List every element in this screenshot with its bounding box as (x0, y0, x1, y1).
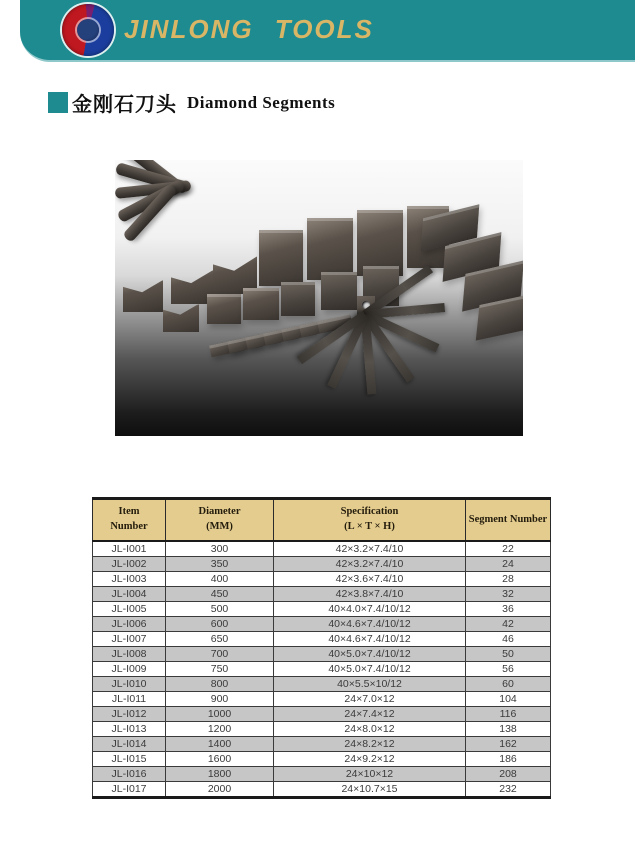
segment_number-cell: 32 (466, 587, 551, 602)
segment_number-cell: 36 (466, 602, 551, 617)
table-row (93, 572, 551, 587)
diameter_mm-cell: 400 (166, 572, 274, 587)
segment_number-cell: 232 (466, 782, 551, 798)
item_number-cell: JL-I015 (93, 752, 166, 767)
column-header-specification: Specification (L × T × H) (274, 499, 466, 542)
specification-cell: 42×3.2×7.4/10 (274, 557, 466, 572)
table-row (93, 557, 551, 572)
item_number-cell: JL-I009 (93, 662, 166, 677)
diameter_mm-cell: 1800 (166, 767, 274, 782)
table-row (93, 692, 551, 707)
segment-block (259, 230, 303, 286)
item_number-cell: JL-I003 (93, 572, 166, 587)
specification-cell: 42×3.8×7.4/10 (274, 587, 466, 602)
section-title-zh: 金刚石刀头 (72, 94, 177, 116)
segment-block (163, 302, 199, 332)
item_number-cell: JL-I012 (93, 707, 166, 722)
specification-cell: 40×4.6×7.4/10/12 (274, 617, 466, 632)
table-row (93, 782, 551, 798)
specification-cell: 40×5.0×7.4/10/12 (274, 647, 466, 662)
column-header-segment_number: Segment Number (466, 499, 551, 542)
table-row (93, 752, 551, 767)
diameter_mm-cell: 1000 (166, 707, 274, 722)
segment_number-cell: 24 (466, 557, 551, 572)
diameter_mm-cell: 450 (166, 587, 274, 602)
segment_number-cell: 116 (466, 707, 551, 722)
item_number-cell: JL-I017 (93, 782, 166, 798)
diameter_mm-cell: 1400 (166, 737, 274, 752)
segment-block (207, 294, 241, 324)
segment-block (243, 288, 279, 320)
item_number-cell: JL-I008 (93, 647, 166, 662)
diameter_mm-cell: 1600 (166, 752, 274, 767)
specification-cell: 42×3.2×7.4/10 (274, 541, 466, 557)
specification-cell: 40×5.0×7.4/10/12 (274, 662, 466, 677)
diameter_mm-cell: 350 (166, 557, 274, 572)
segment_number-cell: 208 (466, 767, 551, 782)
table-row (93, 587, 551, 602)
item_number-cell: JL-I007 (93, 632, 166, 647)
segment-block (307, 218, 353, 280)
diameter_mm-cell: 700 (166, 647, 274, 662)
segment_number-cell: 50 (466, 647, 551, 662)
specification-cell: 24×8.2×12 (274, 737, 466, 752)
specification-cell: 24×10.7×15 (274, 782, 466, 798)
specification-cell: 24×7.0×12 (274, 692, 466, 707)
diameter_mm-cell: 650 (166, 632, 274, 647)
segment_number-cell: 22 (466, 541, 551, 557)
item_number-cell: JL-I004 (93, 587, 166, 602)
table-header-row (93, 499, 551, 542)
diameter_mm-cell: 900 (166, 692, 274, 707)
specification-cell: 40×4.0×7.4/10/12 (274, 602, 466, 617)
item_number-cell: JL-I005 (93, 602, 166, 617)
segment-block (281, 282, 315, 316)
table-row (93, 722, 551, 737)
table-row (93, 677, 551, 692)
segment_number-cell: 28 (466, 572, 551, 587)
item_number-cell: JL-I002 (93, 557, 166, 572)
diameter_mm-cell: 750 (166, 662, 274, 677)
table-row (93, 632, 551, 647)
table-row (93, 767, 551, 782)
specification-cell: 40×4.6×7.4/10/12 (274, 632, 466, 647)
item_number-cell: JL-I014 (93, 737, 166, 752)
table-row (93, 737, 551, 752)
item_number-cell: JL-I001 (93, 541, 166, 557)
specification-cell: 24×7.4×12 (274, 707, 466, 722)
diameter_mm-cell: 300 (166, 541, 274, 557)
segment_number-cell: 104 (466, 692, 551, 707)
segment_number-cell: 56 (466, 662, 551, 677)
specification-cell: 24×10×12 (274, 767, 466, 782)
brand-title: JINLONG TOOLS (124, 14, 374, 44)
segment_number-cell: 60 (466, 677, 551, 692)
segment-block (123, 278, 163, 312)
item_number-cell: JL-I013 (93, 722, 166, 737)
product-photo (115, 160, 523, 436)
spec-table-container (92, 497, 550, 799)
section-marker-icon (48, 92, 68, 113)
spec-table (92, 497, 551, 799)
table-body (93, 541, 551, 798)
item_number-cell: JL-I010 (93, 677, 166, 692)
diameter_mm-cell: 500 (166, 602, 274, 617)
table-row (93, 662, 551, 677)
specification-cell: 24×8.0×12 (274, 722, 466, 737)
segment_number-cell: 42 (466, 617, 551, 632)
segment_number-cell: 138 (466, 722, 551, 737)
header-band (20, 0, 635, 62)
item_number-cell: JL-I016 (93, 767, 166, 782)
brand-logo-center (77, 19, 99, 41)
table-row (93, 647, 551, 662)
brand-logo-icon (62, 4, 114, 56)
table-row (93, 541, 551, 557)
specification-cell: 42×3.6×7.4/10 (274, 572, 466, 587)
diameter_mm-cell: 2000 (166, 782, 274, 798)
column-header-diameter_mm: Diameter (MM) (166, 499, 274, 542)
diameter_mm-cell: 800 (166, 677, 274, 692)
column-header-item_number: Item Number (93, 499, 166, 542)
section-heading (48, 88, 335, 117)
segment_number-cell: 46 (466, 632, 551, 647)
diameter_mm-cell: 1200 (166, 722, 274, 737)
item_number-cell: JL-I011 (93, 692, 166, 707)
specification-cell: 40×5.5×10/12 (274, 677, 466, 692)
specification-cell: 24×9.2×12 (274, 752, 466, 767)
section-title-en: Diamond Segments (187, 92, 336, 112)
item_number-cell: JL-I006 (93, 617, 166, 632)
segment_number-cell: 186 (466, 752, 551, 767)
diameter_mm-cell: 600 (166, 617, 274, 632)
table-row (93, 617, 551, 632)
segment_number-cell: 162 (466, 737, 551, 752)
table-row (93, 707, 551, 722)
table-row (93, 602, 551, 617)
segment-block (321, 272, 357, 310)
